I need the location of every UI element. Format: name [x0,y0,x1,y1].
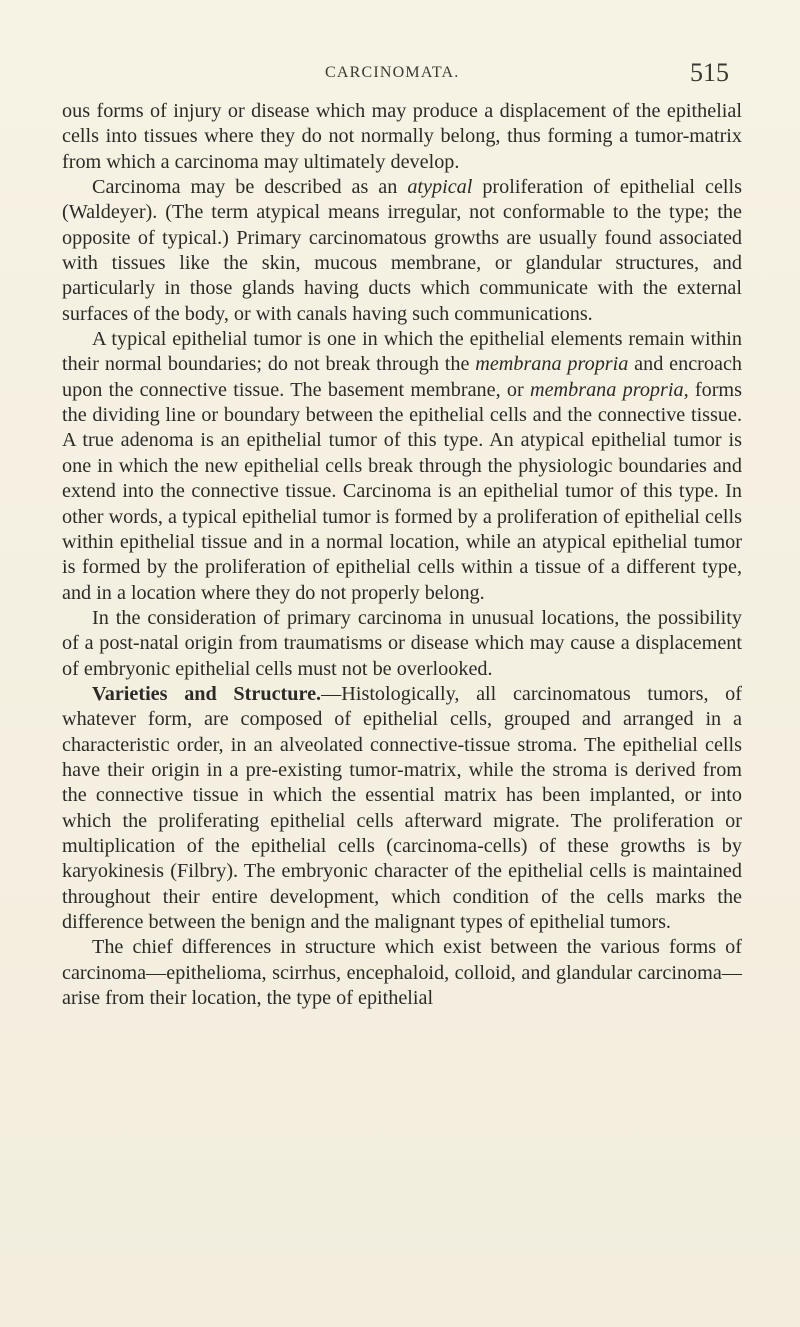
section-heading: Varieties and Structure. [92,682,322,705]
paragraph-6 [62,935,742,1011]
paragraph-4-text: In the consideration of primary carcinoma in unusual locations, the possibility of a post-natal origin from traumatisms or disease which may cause a displacement of embryonic epithelial cells must not be overlooked. [62,606,742,680]
paragraph-3-italic-term-2: membrana propria, [530,378,689,401]
paragraph-2-italic-term: atypical [407,176,473,199]
paragraph-2-text-b: proliferation of epithelial cells (Waldeyer). (The term atypical means irregular, not conformable to the type; the opposite of typical.) Primary carcinomatous growths are usually found associated with tissues like the skin, mucous membrane, or glandular structures, and particularly in those glands having ducts which communicate with the external surfaces of the body, or with canals having such communications. [62,176,742,325]
paragraph-1 [62,99,742,175]
paragraph-6-text: The chief differences in structure which exist between the various forms of carcinoma—epithelioma, scirrhus, encephaloid, colloid, and glandular carcinoma—arise from their location, the type of epithelial [62,936,742,1010]
running-head [0,58,800,88]
page-number: 515 [690,58,729,87]
body-text [62,99,742,1011]
running-title: CARCINOMATA. [325,64,460,81]
paragraph-1-text: ous forms of injury or disease which may produce a displacement of the epithelial cells into tissues where they do not normally belong, thus forming a tumor-matrix from which a carcinoma may ultimately develop. [62,100,742,173]
paragraph-3 [62,327,742,606]
paragraph-2-text-a: Carcinoma may be described as an [92,176,408,199]
paragraph-3-text-b: and encroach upon the connective tissue. The basement membrane, or [62,353,742,401]
paragraph-3-text-c: forms the dividing line or boundary between the epithelial cells and the connective tissue. A true adenoma is an epithelial tumor of this type. An atypical epithelial tumor is one in which the new epithelial cells break through the physiologic boundaries and extend into the connective tissue. Carcinoma is an epithelial tumor of this type. In other words, a typical epithelial tumor is formed by a proliferation of epithelial cells within epithelial tissue and in a normal location, while an atypical epithelial tumor is formed by the proliferation of epithelial cells within a tissue of a different type, and in a location where they do not properly belong. [62,378,742,604]
paragraph-3-italic-term-1: membrana propria [475,353,629,376]
paragraph-5-text: —Histologically, all carcinomatous tumors, of whatever form, are composed of epithelial cells, grouped and arranged in a characteristic order, in an alveolated connective-tissue stroma. The epithelial cells have their origin in a pre-existing tumor-matrix, while the stroma is derived from the connective tissue in which the essential matrix has been implanted, or into which the proliferating epithelial cells afterward migrate. The proliferation or multiplication of the epithelial cells (carcinoma-cells) of these growths is by karyokinesis (Filbry). The embryonic character of the epithelial cells is maintained throughout their entire development, which condition of the cells marks the difference between the benign and the malignant types of epithelial tumors. [62,682,743,933]
paragraph-3-text-a: A typical epithelial tumor is one in which the epithelial elements remain within their normal boundaries; do not break through the [62,328,742,376]
paragraph-5 [62,682,742,935]
paragraph-2 [62,175,742,327]
paragraph-4 [62,606,742,682]
